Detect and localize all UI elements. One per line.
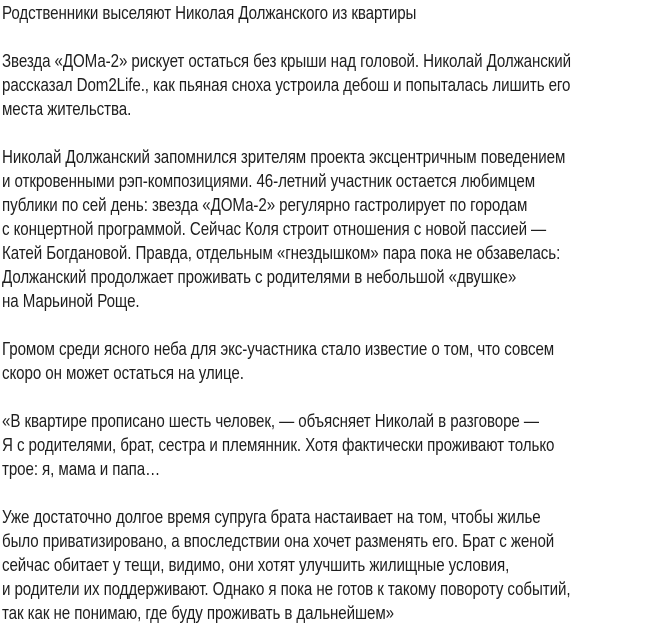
paragraph-line: сейчас обитает у тещи, видимо, они хотят улучшить жилищные условия, [2,555,510,575]
paragraph-line: и откровенными рэп-композициями. 46-летний участник остается любимцем [2,171,536,191]
paragraph-line: Уже достаточно долгое время супруга брата настаивает на том, чтобы жилье [2,507,541,527]
paragraph-line: так как не понимаю, где буду проживать в дальнейшем» [2,603,394,623]
paragraph-line: Катей Богдановой. Правда, отдельным «гнездышком» пара пока не обзавелась: [2,243,561,263]
paragraph-line: места жительства. [2,99,132,119]
paragraph-line: Николай Должанский запомнился зрителям проекта эксцентричным поведением [2,147,566,167]
paragraph-line: на Марьиной Роще. [2,291,140,311]
paragraph-line: трое: я, мама и папа… [2,459,161,479]
paragraph-line: Звезда «ДОМа-2» рискует остаться без крыши над головой. Николай Должанский [2,51,571,71]
paragraph-line: рассказал Dom2Life., как пьяная сноха устроила дебош и попыталась лишить его [2,75,571,95]
paragraph-line: публики по сей день: звезда «ДОМа-2» регулярно гастролирует по городам [2,195,528,215]
article-title: Родственники выселяют Николая Должанского из квартиры [2,3,417,23]
paragraph-line: было приватизировано, а впоследствии она хочет разменять его. Брат с женой [2,531,555,551]
paragraph-line: скоро он может остаться на улице. [2,363,244,383]
paragraph-line: «В квартире прописано шесть человек, — объясняет Николай в разговоре — [2,411,539,431]
paragraph-line: Громом среди ясного неба для экс-участника стало известие о том, что совсем [2,339,555,359]
paragraph-line: Должанский продолжает проживать с родителями в небольшой «двушке» [2,267,517,287]
paragraph-line: и родители их поддерживают. Однако я пока не готов к такому повороту событий, [2,579,571,599]
paragraph-line: с концертной программой. Сейчас Коля строит отношения с новой пассией — [2,219,547,239]
paragraph-line: Я с родителями, брат, сестра и племянник. Хотя фактически проживают только [2,435,555,455]
